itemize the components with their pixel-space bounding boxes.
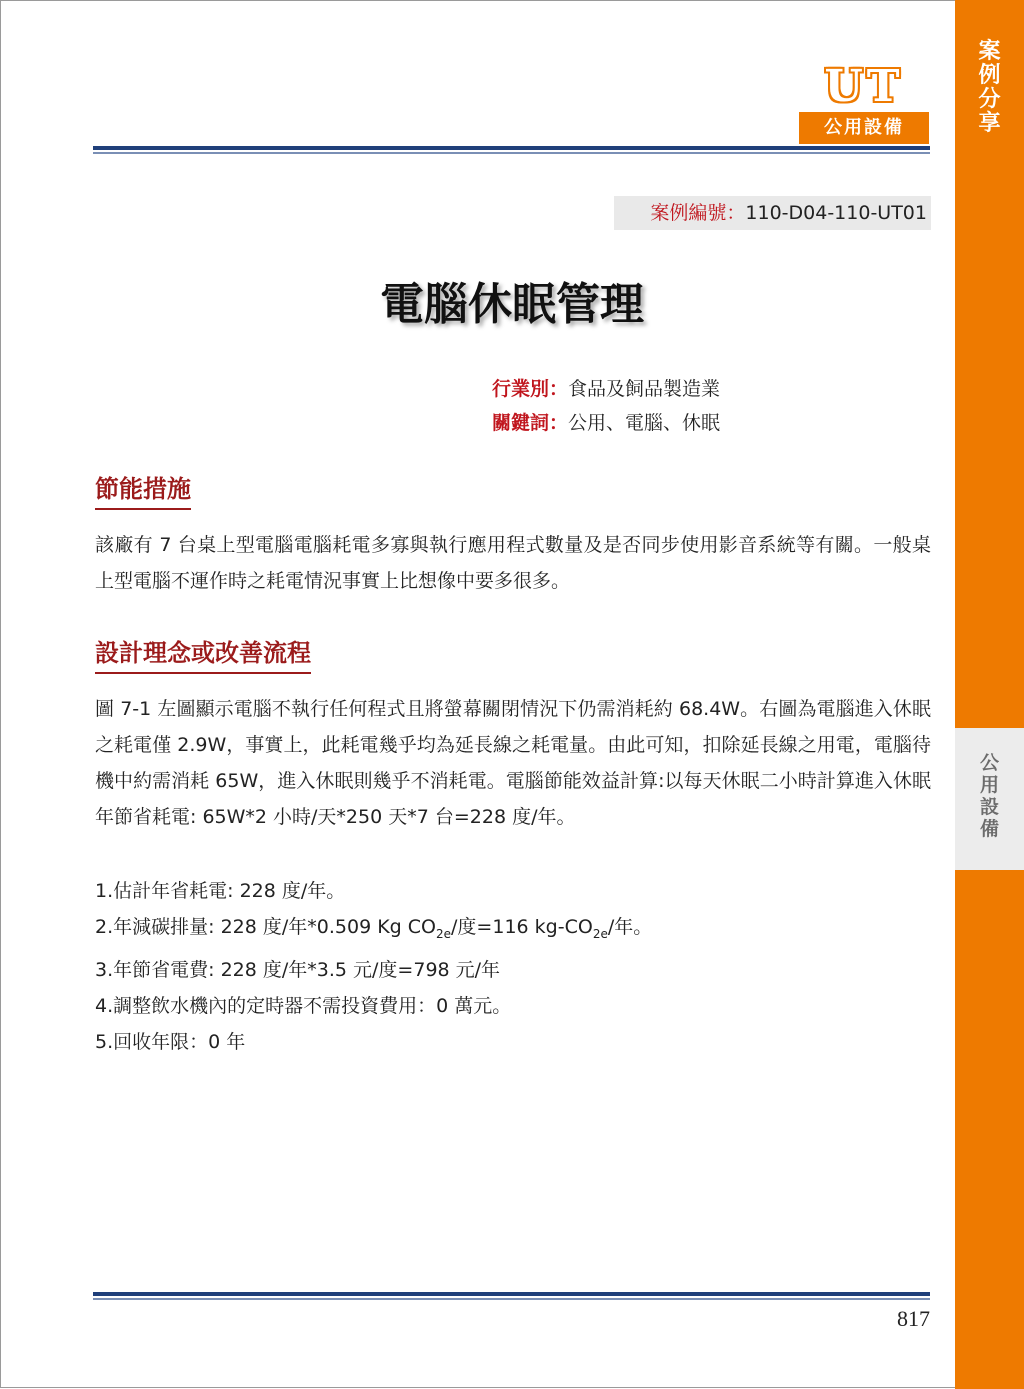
- section-body-energy-measures: 該廠有 7 台桌上型電腦電腦耗電多寡與執行應用程式數量及是否同步使用影音系統等有關。一般桌上型電腦不運作時之耗電情況事實上比想像中要多很多。: [95, 534, 931, 592]
- industry-label: 行業別：: [492, 378, 569, 400]
- industry-line: [492, 372, 720, 406]
- section-heading-energy-measures: 節能措施: [95, 472, 191, 510]
- case-number-value: 110-D04-110-UT01: [745, 202, 927, 224]
- keyword-line: [492, 406, 720, 440]
- section-heading-design-process: 設計理念或改善流程: [95, 636, 311, 674]
- ut-logo-tag: 公用設備: [799, 112, 929, 144]
- keyword-label: 關鍵詞：: [492, 412, 569, 434]
- ut-logo-mark: UT: [824, 61, 904, 112]
- list-item: 2.年減碳排量: 228 度/年*0.509 Kg $CO_{2e}/$度=116 $kg-CO_{2e}/$年。: [95, 916, 653, 941]
- list-item: 3.年節省電費: 228 度/年*3.5 元/度=798 元/年: [95, 958, 501, 981]
- benefit-list: [95, 873, 931, 1060]
- ut-logo: [799, 61, 929, 144]
- list-item: 4.調整飲水機內的定時器不需投資費用：0 萬元。: [95, 994, 512, 1017]
- list-item: 1.估計年省耗電: 228 度/年。: [95, 880, 346, 902]
- side-tab-bar: [955, 0, 1024, 1389]
- case-number: [614, 196, 931, 230]
- page-title: 電腦休眠管理: [380, 279, 644, 330]
- list-item: 5.回收年限：0 年: [95, 1030, 246, 1053]
- header-rule: [93, 146, 930, 154]
- industry-value: 食品及飼品製造業: [568, 378, 721, 400]
- case-number-label: 案例編號：: [650, 202, 746, 224]
- footer-rule: [93, 1292, 930, 1300]
- keyword-value: 公用、電腦、休眠: [568, 412, 721, 434]
- section-body-design-process: 圖 7-1 左圖顯示電腦不執行任何程式且將螢幕關閉情況下仍需消耗約 68.4W。右圖為電腦進入休眠之耗電僅 2.9W，事實上，此耗電幾乎均為延長線之耗電量。由此可知，扣除延長線之用電，電腦待機中約需消耗 65W，進入休眠則幾乎不消耗電。電腦節能效益計算:以每天休眠二小時計算進入休眠年節省耗電: 65W*2 小時/天*250 天*7 台=228 度/年。: [95, 698, 931, 828]
- page-number: 817: [897, 1306, 930, 1331]
- side-tab-utilities: 公 用 設 備: [955, 728, 1024, 870]
- side-tab-case-share: 案 例 分 享: [978, 39, 1001, 136]
